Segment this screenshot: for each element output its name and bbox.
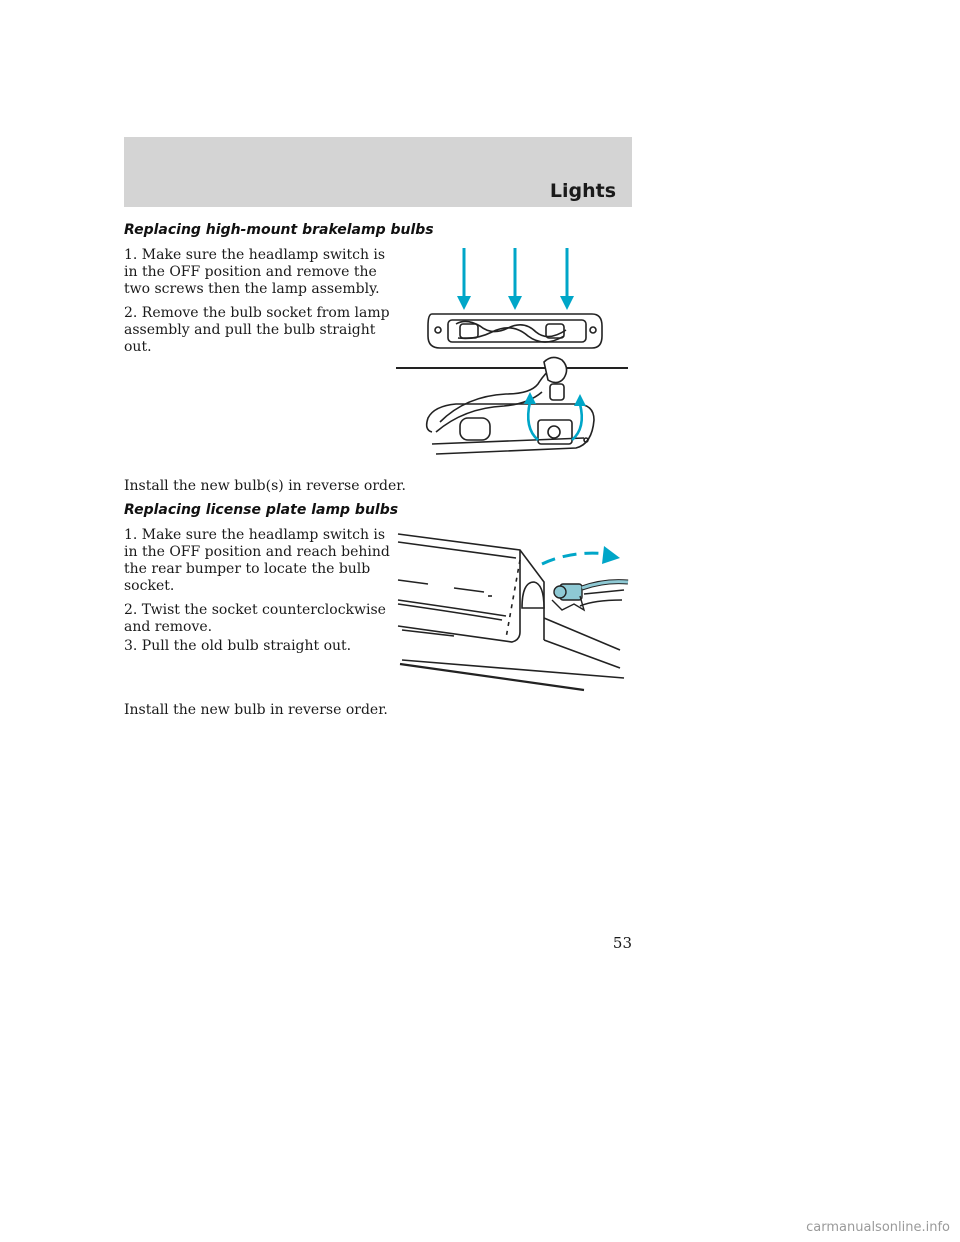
license-lamp-illustration [394,530,632,696]
brakelamp-install-note: Install the new bulb(s) in reverse order. [124,478,406,494]
socket-twist-arrows [528,402,582,440]
lamp-housing-angled [427,357,594,454]
page-number: 53 [612,934,632,952]
bumper-outline [398,534,624,690]
footer-watermark[interactable]: carmanualsonline.info [806,1220,950,1235]
section-header-band [124,137,632,207]
lamp-lens [522,582,544,608]
brakelamp-step-2: 2. Remove the bulb socket from lamp assembly and pull the bulb straight out. [124,305,390,355]
license-install-note: Install the new bulb in reverse order. [124,702,388,718]
pull-out-arrowhead [602,546,620,564]
section-title: Lights [549,180,616,202]
lamp-housing-top [428,314,602,348]
screw-removal-arrows [457,248,574,310]
brakelamp-heading: Replacing high-mount brakelamp bulbs [124,222,434,238]
bulb-socket [552,582,628,610]
footer [0,1216,960,1242]
brakelamp-step-1: 1. Make sure the headlamp switch is in the OFF position and remove the two screws then the lamp assembly. [124,247,386,297]
license-step-3: 3. Pull the old bulb straight out. [124,638,352,654]
pull-out-arrow [542,553,608,564]
license-step-1: 1. Make sure the headlamp switch is in the OFF position and reach behind the rear bumper to locate the bulb socket. [124,527,390,594]
brakelamp-assembly-illustration [396,244,632,464]
license-step-2: 2. Twist the socket counterclockwise and remove. [124,602,386,635]
license-heading: Replacing license plate lamp bulbs [124,502,399,518]
